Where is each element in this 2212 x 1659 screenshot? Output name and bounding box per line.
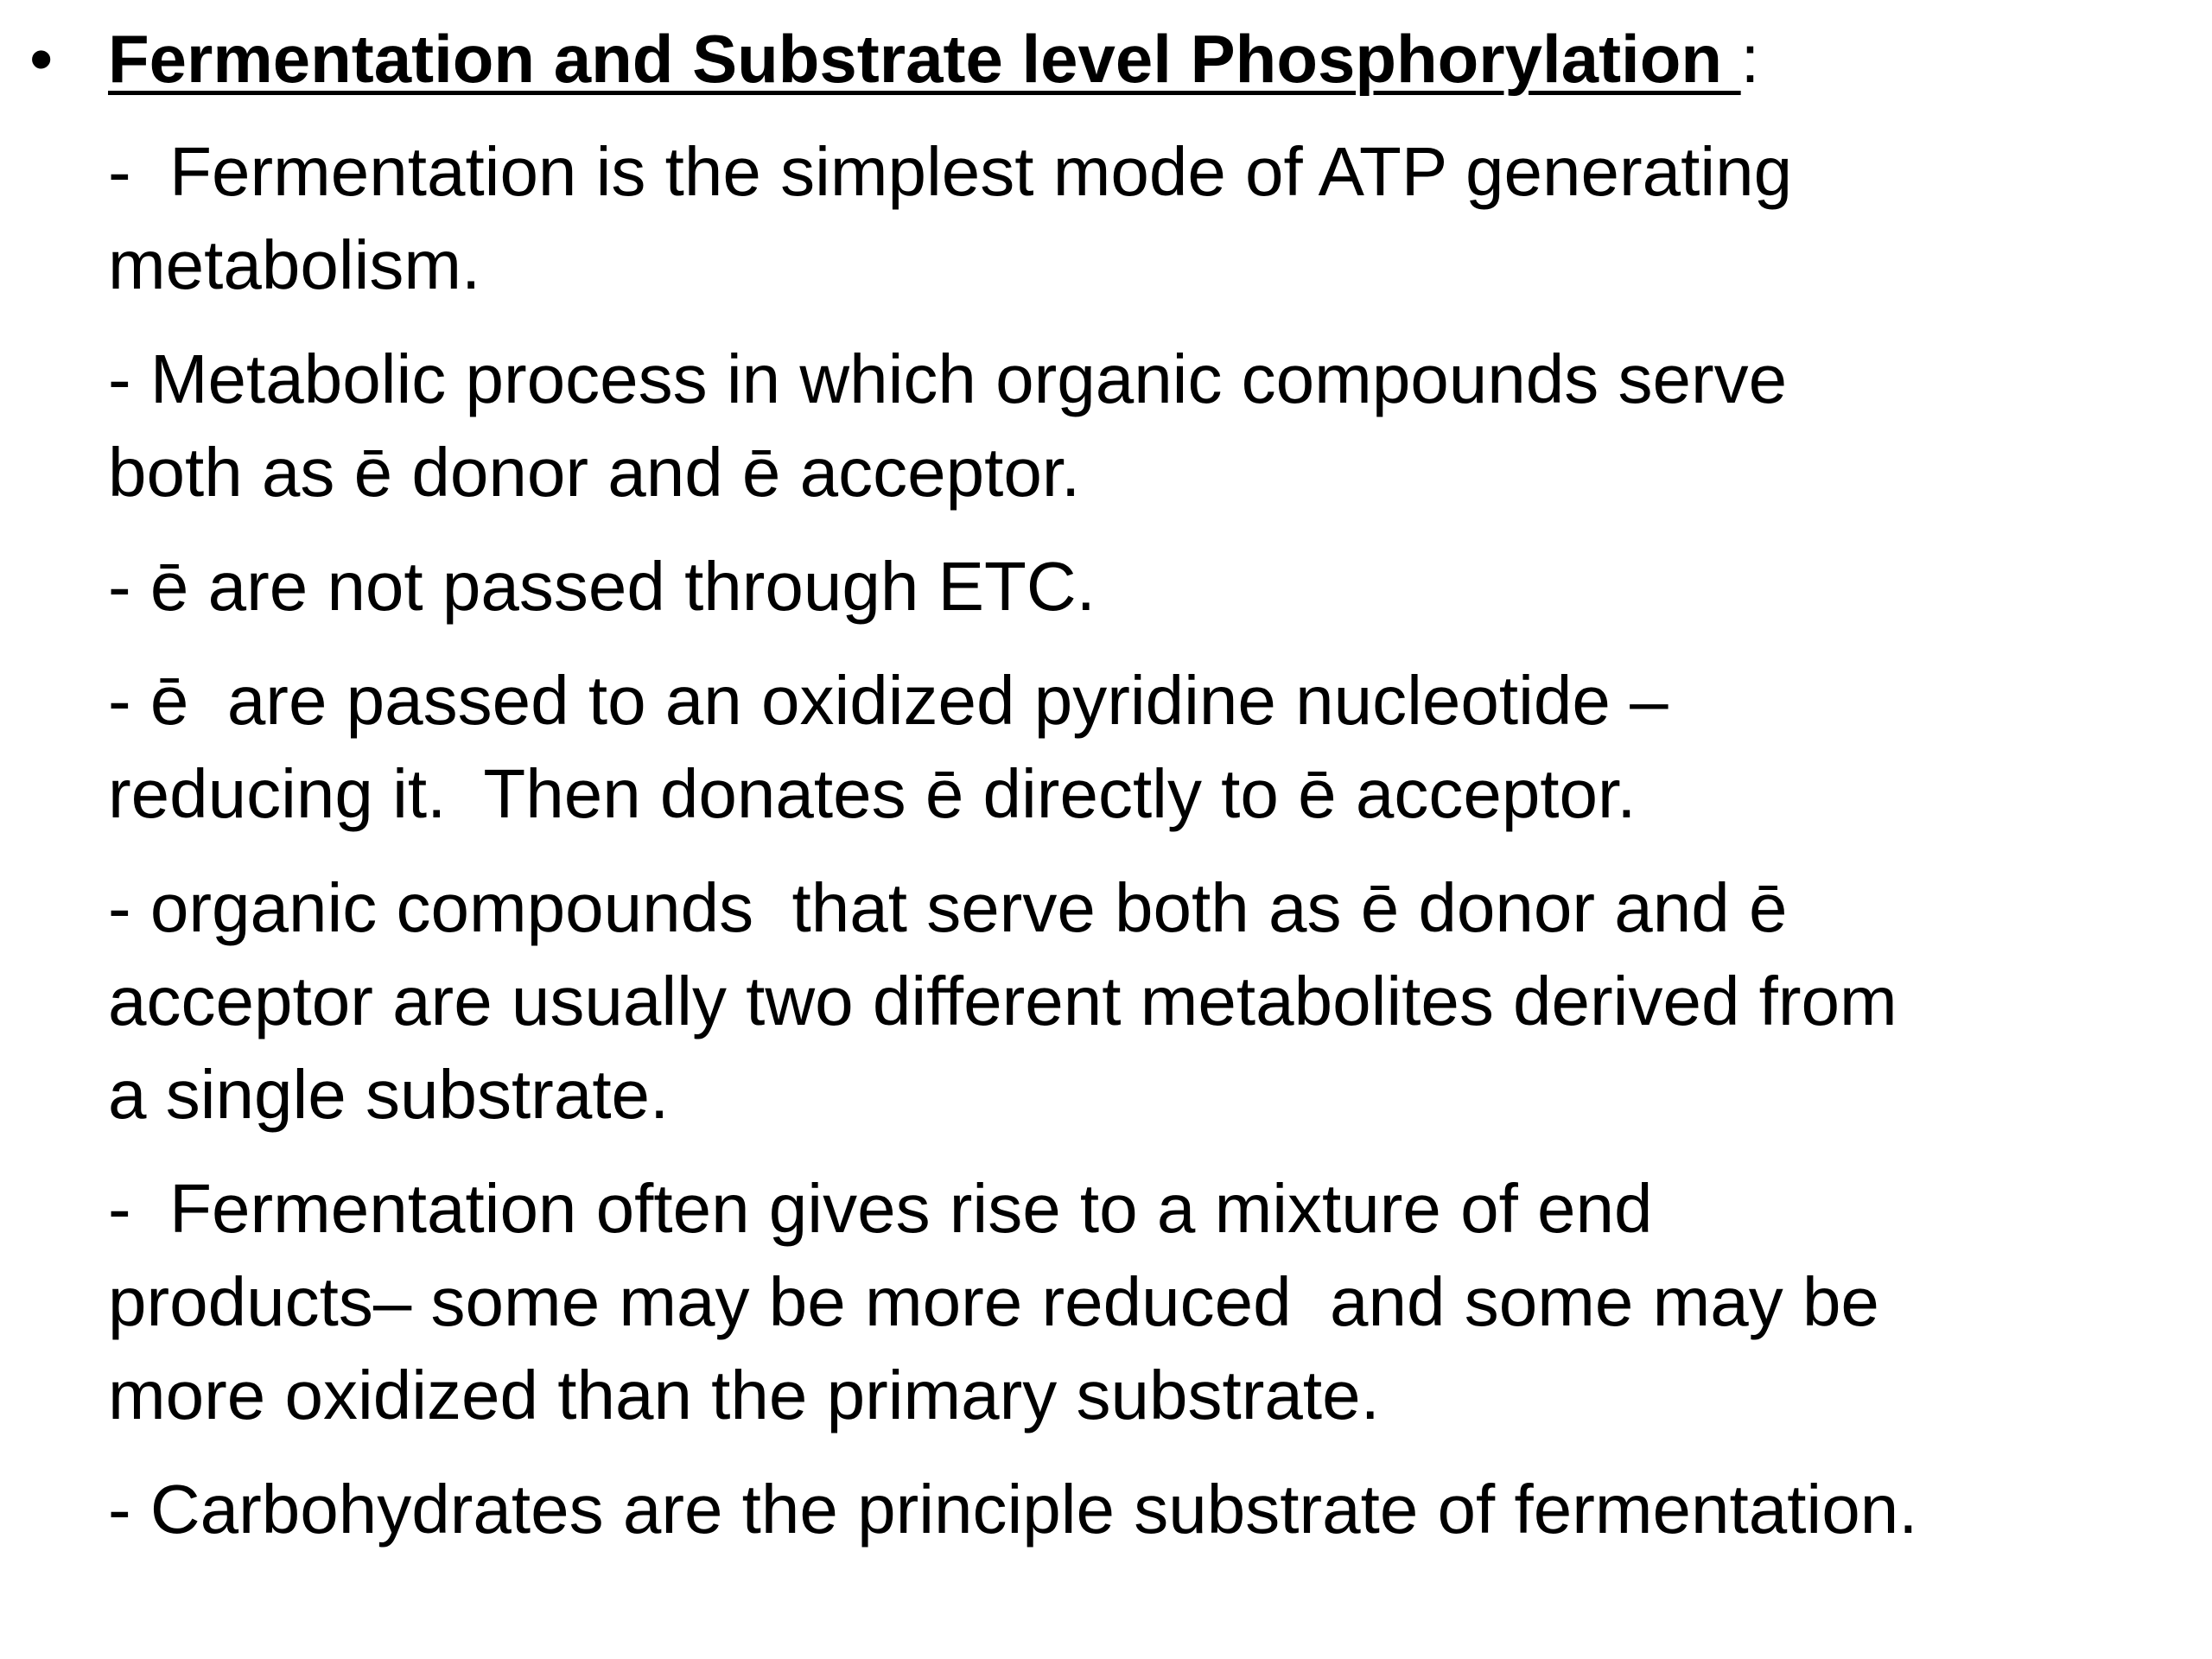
point-line: - Fermentation is the simplest mode of ATP generating — [108, 133, 1793, 210]
point-line: - Fermentation often gives rise to a mixture of end — [108, 1170, 1653, 1247]
point-line: - Metabolic process in which organic compounds serve — [108, 340, 1788, 417]
point-carbohydrates — [108, 1463, 2199, 1556]
point-pyridine-nucleotide — [108, 654, 2199, 841]
point-line: metabolism. — [108, 226, 481, 303]
point-line: - ē are not passed through ETC. — [108, 548, 1096, 625]
point-metabolic-process — [108, 333, 2199, 519]
heading-colon: : — [1740, 21, 1760, 97]
point-line: acceptor are usually two different metabolites derived from — [108, 963, 1897, 1039]
point-line: reducing it. Then donates ē directly to ē acceptor. — [108, 755, 1637, 832]
bullet-dot: • — [29, 21, 54, 97]
point-mixture-end-products — [108, 1162, 2199, 1442]
point-line: both as ē donor and ē acceptor. — [108, 434, 1081, 511]
point-fermentation-simplest — [108, 125, 2199, 312]
point-line: a single substrate. — [108, 1056, 670, 1133]
point-list — [108, 125, 2199, 1577]
point-organic-compounds — [108, 861, 2199, 1141]
slide-heading — [108, 16, 1759, 102]
point-line: - ē are passed to an oxidized pyridine nucleotide – — [108, 662, 1669, 739]
heading-text: Fermentation and Substrate level Phosphorylation — [108, 21, 1741, 97]
point-line: - organic compounds that serve both as ē donor and ē — [108, 869, 1788, 946]
point-line: products– some may be more reduced and some may be — [108, 1263, 1879, 1340]
point-line: - Carbohydrates are the principle substrate of fermentation. — [108, 1471, 1918, 1548]
point-not-etc — [108, 540, 2199, 633]
point-line: more oxidized than the primary substrate. — [108, 1357, 1380, 1433]
